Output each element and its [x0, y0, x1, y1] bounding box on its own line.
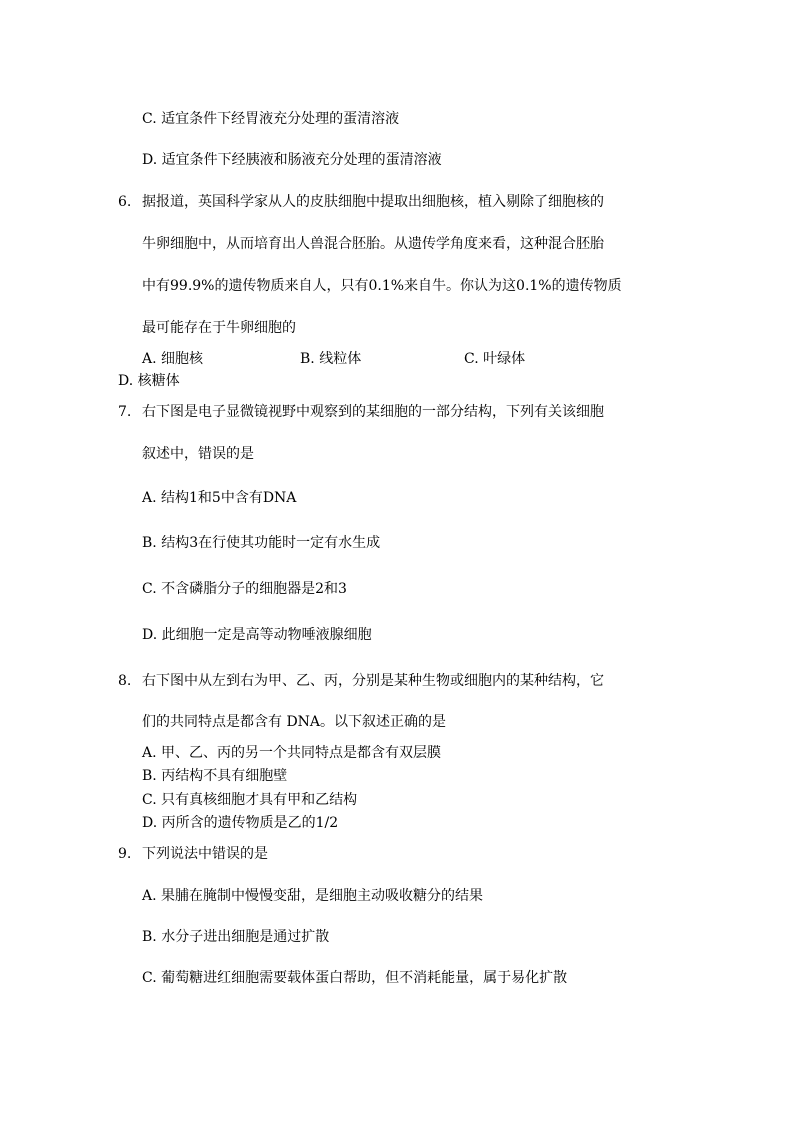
q7-stem-line-1: 右下图是电子显微镜视野中观察到的某细胞的一部分结构，下列有关该细胞 — [142, 404, 604, 420]
q9-option-b: B. 水分子进出细胞是通过扩散 — [142, 929, 330, 945]
q7-option-d: D. 此细胞一定是高等动物唾液腺细胞 — [142, 627, 372, 643]
q6-stem-line-1: 据报道，英国科学家从人的皮肤细胞中提取出细胞核，植入剔除了细胞核的 — [142, 194, 604, 210]
q6-stem-line-2: 牛卵细胞中，从而培育出人兽混合胚胎。从遗传学角度来看，这种混合胚胎 — [142, 236, 604, 252]
q8-stem-line-1: 右下图中从左到右为甲、乙、丙，分别是某种生物或细胞内的某种结构，它 — [142, 673, 604, 689]
q7-option-b: B. 结构3在行使其功能时一定有水生成 — [142, 535, 381, 551]
q8-option-d: D. 丙所含的遗传物质是乙的1/2 — [142, 815, 339, 831]
q6-option-b: B. 线粒体 — [300, 351, 362, 367]
q6-option-d: D. 核糖体 — [118, 373, 180, 389]
q6-option-c: C. 叶绿体 — [464, 351, 526, 367]
q5-option-c: C. 适宜条件下经胃液充分处理的蛋清溶液 — [142, 111, 400, 127]
q9-option-a: A. 果脯在腌制中慢慢变甜，是细胞主动吸收糖分的结果 — [142, 888, 484, 904]
q6-option-a: A. 细胞核 — [142, 351, 204, 367]
q6-stem-line-4: 最可能存在于牛卵细胞的 — [142, 320, 296, 336]
q5-option-d: D. 适宜条件下经胰液和肠液充分处理的蛋清溶液 — [142, 152, 442, 168]
q8-stem-line-2: 们的共同特点是都含有 DNA。以下叙述正确的是 — [142, 714, 447, 730]
q6-stem-line-3: 中有99.9%的遗传物质来自人，只有0.1%来自牛。你认为这0.1%的遗传物质 — [142, 278, 622, 294]
q9-option-c: C. 葡萄糖进红细胞需要载体蛋白帮助，但不消耗能量，属于易化扩散 — [142, 970, 568, 986]
q6-number: 6. — [118, 194, 132, 210]
q7-stem-line-2: 叙述中，错误的是 — [142, 446, 254, 462]
q9-number: 9. — [118, 846, 132, 862]
q7-option-c: C. 不含磷脂分子的细胞器是2和3 — [142, 581, 347, 597]
q8-number: 8. — [118, 673, 132, 689]
q8-option-a: A. 甲、乙、丙的另一个共同特点是都含有双层膜 — [142, 745, 442, 761]
q7-number: 7. — [118, 404, 132, 420]
q8-option-c: C. 只有真核细胞才具有甲和乙结构 — [142, 792, 358, 808]
q7-option-a: A. 结构1和5中含有DNA — [142, 490, 297, 506]
q9-stem-line-1: 下列说法中错误的是 — [142, 846, 268, 862]
q8-option-b: B. 丙结构不具有细胞壁 — [142, 768, 288, 784]
